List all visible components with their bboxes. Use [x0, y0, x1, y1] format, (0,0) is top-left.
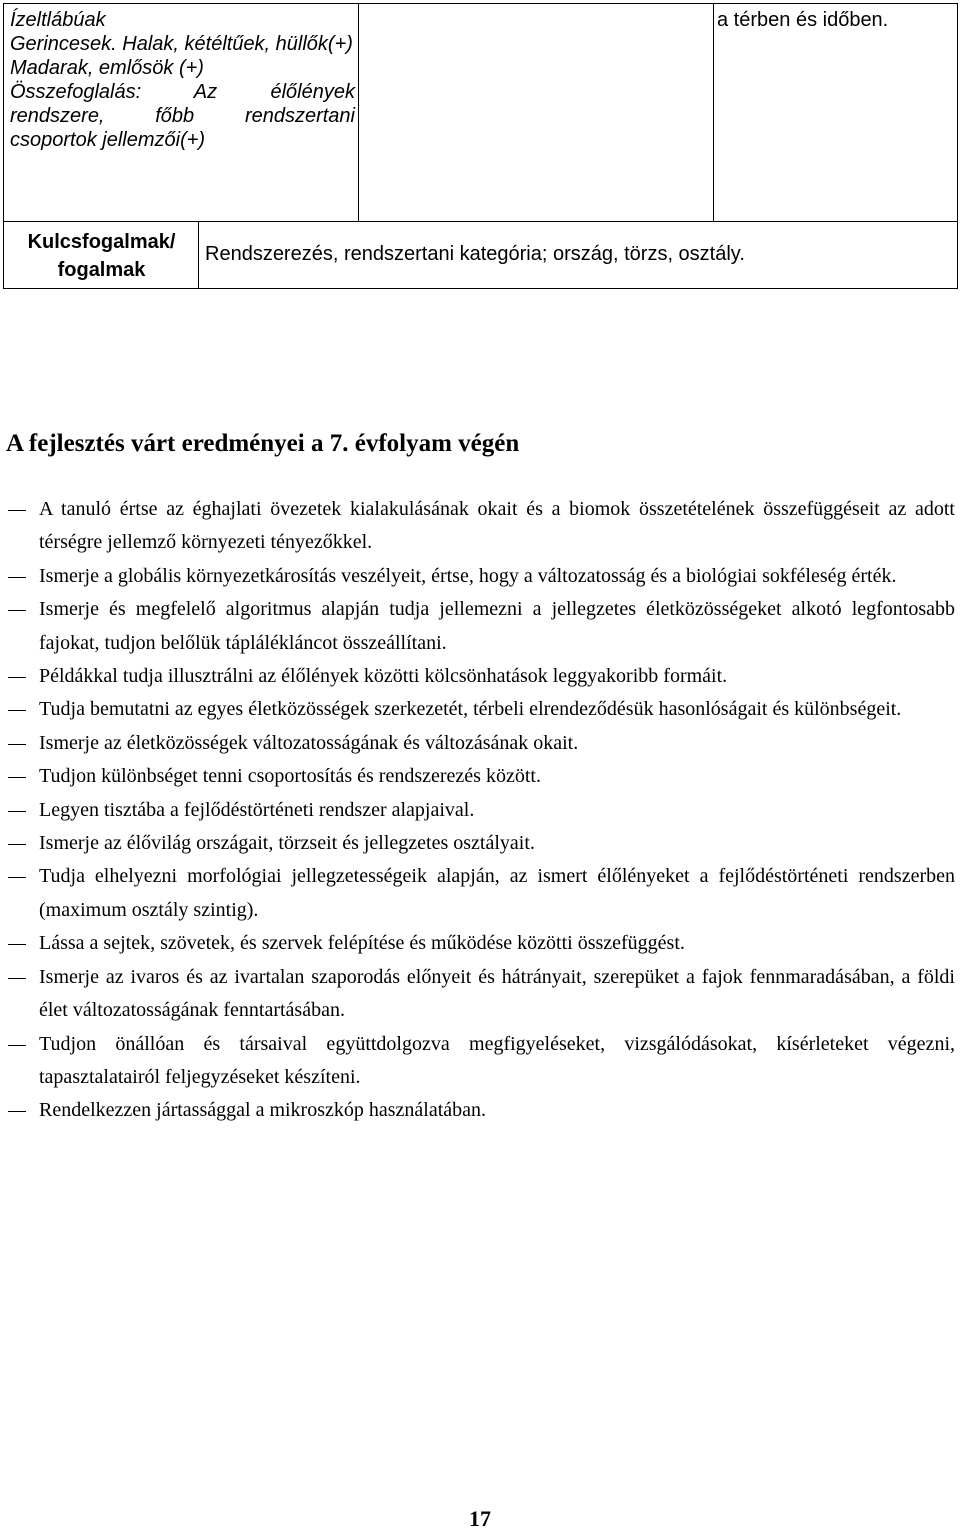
key-concepts-value: Rendszerezés, rendszertani kategória; ország, törzs, osztály.	[205, 243, 745, 265]
list-item	[8, 493, 955, 560]
list-item	[8, 927, 955, 960]
list-item	[8, 961, 955, 1028]
key-concepts-label-line2: fogalmak	[57, 259, 146, 281]
right-cell	[713, 3, 958, 222]
outcome-text: Rendelkezzen jártassággal a mikroszkóp használatában.	[39, 1099, 487, 1122]
topic-line: Gerincesek. Halak, kétéltűek, hüllők(+)	[10, 33, 353, 55]
outcome-text: Lássa a sejtek, szövetek, és szervek felépítése és működése közötti összefüggést.	[39, 932, 685, 955]
outcome-text: Példákkal tudja illusztrálni az élőlények közötti kölcsönhatások leggyakoribb formáit.	[39, 665, 728, 688]
outcome-text: Tudja bemutatni az egyes életközösségek szerkezetét, térbeli elrendeződésük hasonlóságait és különbségeit.	[39, 698, 902, 721]
outcome-text: Ismerje és megfelelő algoritmus alapján tudja jellemezni a jellegzetes életközösségeket alkotó legfontosabb fajokat, tudjon belőlük táplálékláncot összeállítani.	[39, 598, 955, 654]
outcome-text: Legyen tisztába a fejlődéstörténeti rendszer alapjaival.	[39, 798, 475, 821]
list-item	[8, 660, 955, 693]
key-concepts-label-cell	[3, 221, 199, 289]
outcome-text: Tudjon különbséget tenni csoportosítás és rendszerezés között.	[39, 765, 541, 788]
list-item	[8, 760, 955, 793]
list-item	[8, 560, 955, 593]
list-item	[8, 860, 955, 927]
key-concepts-value-cell	[198, 221, 958, 289]
topic-line: Összefoglalás: Az élőlények rendszere, főbb rendszertani csoportok jellemzői(+)	[10, 81, 355, 151]
outcome-text: Ismerje az ivaros és az ivartalan szaporodás előnyeit és hátrányait, szerepüket a fajok fennmaradásában, a földi élet változatosságának fenntartásában.	[39, 965, 955, 1022]
list-item	[8, 1028, 955, 1095]
topics-list	[4, 4, 359, 152]
list-item	[8, 827, 955, 860]
empty-cell	[358, 3, 714, 222]
outcome-text: Tudjon önállóan és társaival együttdolgozva megfigyeléseket, vizsgálódásokat, kísérleteket végezni, tapasztalatairól feljegyzéseket készíteni.	[39, 1032, 955, 1088]
key-concepts-label-line1: Kulcsfogalmak/	[27, 231, 176, 253]
page-number: 17	[469, 1506, 491, 1531]
outcome-text: Ismerje az életközösségek változatosságának és változásának okait.	[39, 731, 579, 754]
topic-line: Madarak, emlősök (+)	[10, 57, 204, 79]
outcome-text: A tanuló értse az éghajlati övezetek kialakulásának okait és a biomok összetételének összefüggéseit az adott térségre jellemző környezeti tényezőkkel.	[39, 498, 955, 554]
list-item	[8, 693, 955, 726]
curriculum-table	[3, 3, 958, 289]
section-heading: A fejlesztés várt eredményei a 7. évfolyam végén	[6, 430, 520, 457]
list-item	[8, 1094, 955, 1127]
outcome-text: Tudja elhelyezni morfológiai jellegzetességeik alapján, az ismert élőlényeket a fejlődéstörténeti rendszerben (maximum osztály szintig).	[39, 865, 955, 921]
topics-cell	[3, 3, 359, 222]
right-cell-text: a térben és időben.	[717, 9, 889, 31]
outcomes-list	[8, 493, 955, 1128]
list-item	[8, 593, 955, 660]
outcome-text: Ismerje a globális környezetkárosítás veszélyeit, értse, hogy a változatosság és a biológiai sokféleség érték.	[39, 564, 897, 587]
outcome-text: Ismerje az élővilág országait, törzseit és jellegzetes osztályait.	[39, 832, 535, 855]
list-item	[8, 794, 955, 827]
key-concepts-label	[4, 222, 199, 284]
list-item	[8, 727, 955, 760]
topic-line: Ízeltlábúak	[10, 9, 106, 31]
